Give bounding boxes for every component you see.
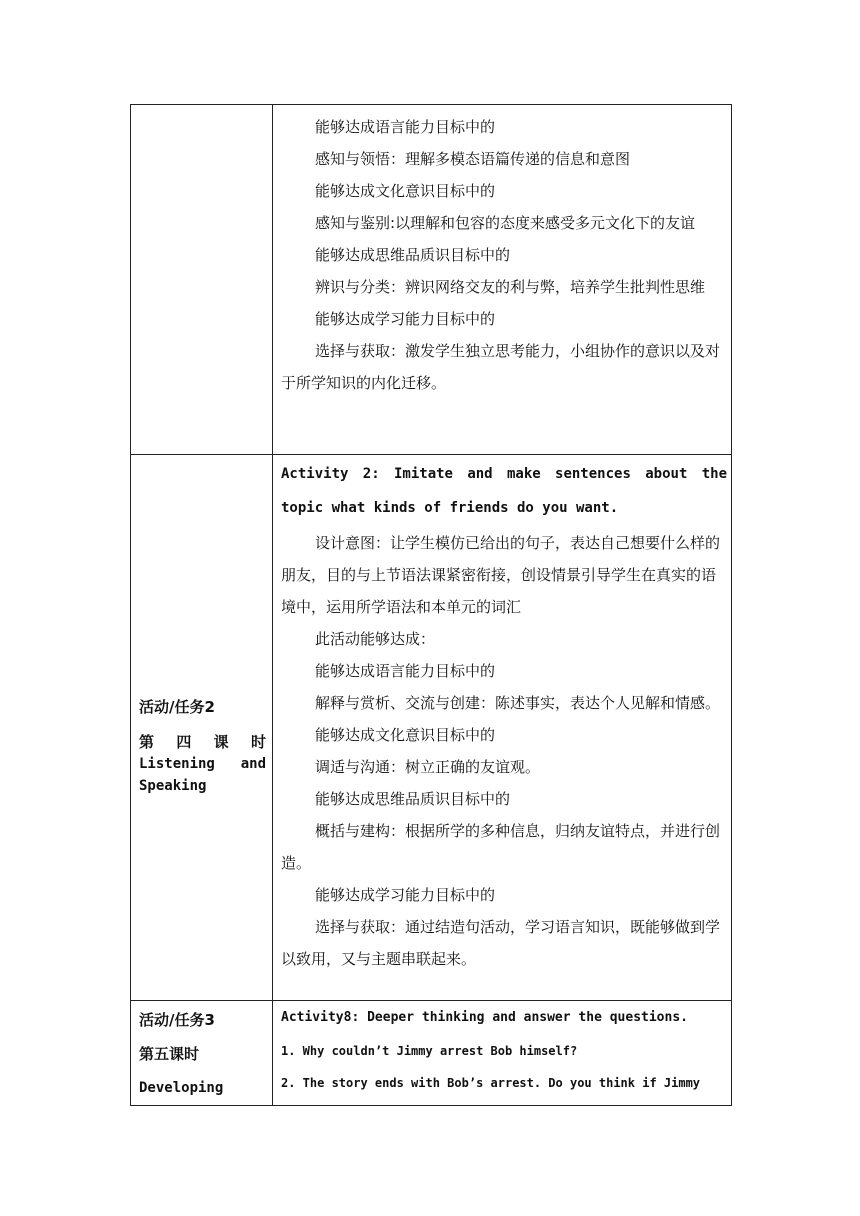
goal-text: 能够达成语言能力目标中的 [315, 118, 496, 136]
design-intent-text: 设计意图：让学生模仿已给出的句子，表达自己想要什么样的朋友，目的与上节语法课紧密衔接，创设情景引导学生在真实的语境中，运用所学语法和本单元的词汇 [281, 534, 721, 616]
goal-text: 能够达成文化意识目标中的 [315, 726, 496, 744]
goal-text: 此活动能够达成： [315, 630, 436, 648]
goal-text: 辨识与分类：辨识网络交友的利与弊，培养学生批判性思维 [315, 278, 706, 296]
section-label: Listening and Speaking [139, 756, 266, 794]
goal-text: 感知与领悟：理解多模态语篇传递的信息和意图 [315, 150, 631, 168]
goal-text: 能够达成思维品质识目标中的 [315, 790, 511, 808]
goal-text: 选择与获取：通过结造句活动，学习语言知识，既能够做到学以致用，又与主题串联起来。 [281, 918, 721, 968]
task-label: 活动/任务3 [139, 1011, 215, 1029]
goal-text: 选择与获取：激发学生独立思考能力，小组协作的意识以及对于所学知识的内化迁移。 [281, 342, 721, 392]
content-cell [273, 455, 732, 1001]
goal-text: 能够达成学习能力目标中的 [315, 886, 496, 904]
table-row [131, 105, 732, 455]
table-row [131, 1001, 732, 1106]
goal-text: 能够达成思维品质识目标中的 [315, 246, 511, 264]
activity-heading: Activity8: Deeper thinking and answer the questions. [281, 1010, 688, 1025]
question-text: 1. Why couldn’t Jimmy arrest Bob himself? [281, 1044, 578, 1058]
label-cell [131, 455, 273, 1001]
goal-text: 解释与赏析、交流与创建：陈述事实，表达个人见解和情感。 [315, 694, 721, 712]
content-cell [273, 1001, 732, 1106]
goal-text: 调适与沟通：树立正确的友谊观。 [315, 758, 541, 776]
section-label: Developing [139, 1080, 224, 1096]
goal-text: 感知与鉴别:以理解和包容的态度来感受多元文化下的友谊 [315, 214, 696, 232]
table-row [131, 455, 732, 1001]
content-cell [273, 105, 732, 455]
label-cell-empty [131, 105, 273, 455]
goal-text: 能够达成学习能力目标中的 [315, 310, 496, 328]
goal-text: 概括与建构：根据所学的多种信息，归纳友谊特点，并进行创造。 [281, 822, 721, 872]
activity-heading: Activity 2: Imitate and make sentences about the topic what kinds of friends do you want. [281, 466, 727, 516]
label-cell [131, 1001, 273, 1106]
lesson-plan-table [130, 104, 732, 1106]
question-text: 2. The story ends with Bob’s arrest. Do you think if Jimmy [281, 1076, 701, 1090]
task-label: 活动/任务2 [139, 698, 215, 716]
goal-text: 能够达成文化意识目标中的 [315, 182, 496, 200]
goal-text: 能够达成语言能力目标中的 [315, 662, 496, 680]
lesson-label: 第四课时 [139, 733, 266, 751]
lesson-label: 第五课时 [139, 1045, 200, 1063]
